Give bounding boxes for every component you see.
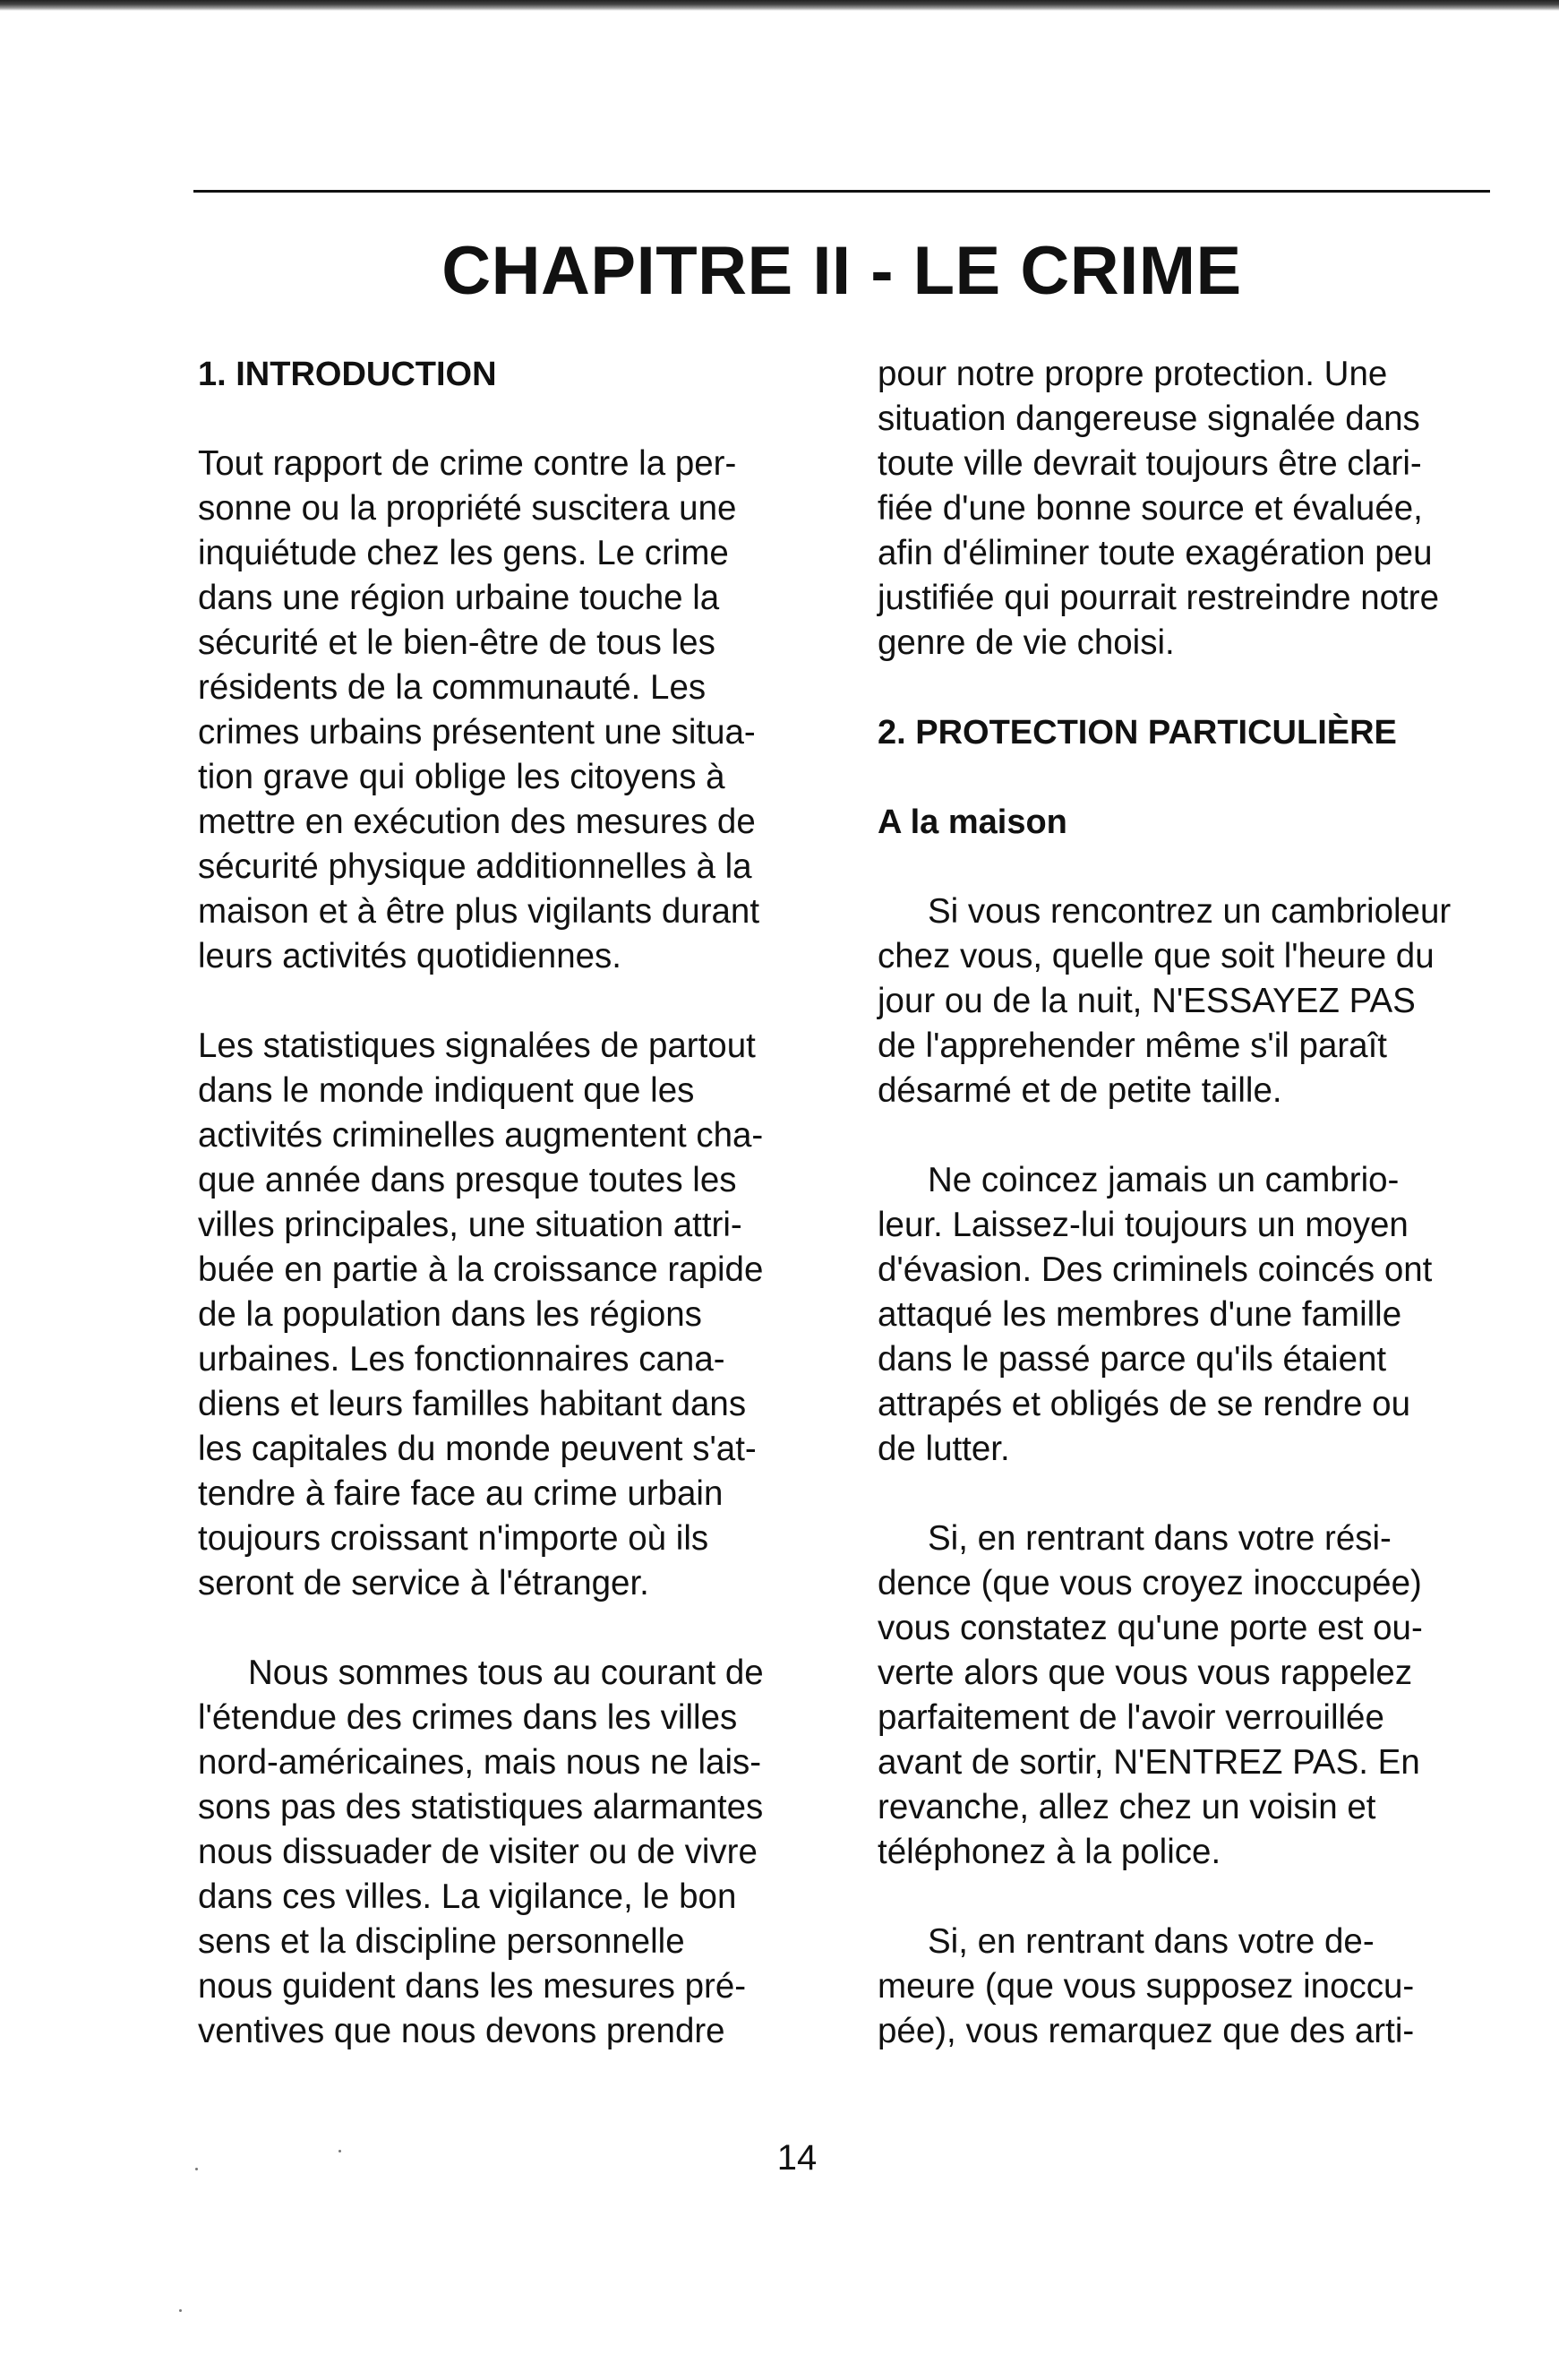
right-column-text-line: revanche, allez chez un voisin et [878, 1788, 1376, 1826]
left-column-text-line: l'étendue des crimes dans les villes [198, 1698, 738, 1737]
left-column-text-line: que année dans presque toutes les [198, 1161, 737, 1199]
left-column-text-line: villes principales, une situation attri- [198, 1206, 742, 1244]
right-column-text-line: fiée d'une bonne source et évaluée, [878, 489, 1423, 528]
right-column-text-line: pour notre propre protection. Une [878, 355, 1388, 393]
right-column-text-line: dans le passé parce qu'ils étaient [878, 1340, 1387, 1379]
section-heading: A la maison [878, 803, 1067, 841]
paragraph-gap [198, 979, 825, 1024]
right-column-text-line: genre de vie choisi. [878, 623, 1175, 662]
right-column [878, 352, 1504, 2054]
right-column-text-line: meure (que vous supposez inoccu- [878, 1967, 1415, 2006]
paragraph-gap [198, 397, 825, 442]
right-column-text-line: Si, en rentrant dans votre de- [928, 1922, 1375, 1961]
right-column-text-line: téléphonez à la police. [878, 1833, 1221, 1871]
scan-edge-artifact [0, 0, 1559, 11]
right-column-text-line: dence (que vous croyez inoccupée) [878, 1564, 1422, 1602]
left-column-text-line: sécurité physique additionnelles à la [198, 847, 752, 886]
left-column-text-line: sens et la discipline personnelle [198, 1922, 685, 1961]
right-column-text-line: avant de sortir, N'ENTREZ PAS. En [878, 1743, 1420, 1782]
left-column-text-line: diens et leurs familles habitant dans [198, 1385, 747, 1423]
scan-speck [195, 2168, 198, 2170]
left-column-text-line: sécurité et le bien-être de tous les [198, 623, 715, 662]
left-column-text-line: mettre en exécution des mesures de [198, 803, 756, 841]
right-column-text-line: leur. Laissez-lui toujours un moyen [878, 1206, 1409, 1244]
left-column-text-line: tion grave qui oblige les citoyens à [198, 758, 725, 796]
chapter-title: CHAPITRE II - LE CRIME [441, 233, 1242, 309]
right-column-text-line: attrapés et obligés de se rendre ou [878, 1385, 1411, 1423]
left-column-text-line: urbaines. Les fonctionnaires cana- [198, 1340, 725, 1379]
right-column-text-line: verte alors que vous vous rappelez [878, 1654, 1413, 1692]
left-column-text-line: Tout rapport de crime contre la per- [198, 444, 737, 483]
left-column-text-line: ventives que nous devons prendre [198, 2012, 725, 2050]
page-number: 14 [776, 2138, 818, 2178]
right-column-text-line: situation dangereuse signalée dans [878, 400, 1420, 438]
right-column-text-line: justifiée qui pourrait restreindre notre [878, 579, 1440, 617]
left-column-text-line: nous dissuader de visiter ou de vivre [198, 1833, 758, 1871]
scan-speck [179, 2309, 182, 2312]
right-column-text-line: chez vous, quelle que soit l'heure du [878, 937, 1435, 975]
right-column-text-line: parfaitement de l'avoir verrouillée [878, 1698, 1384, 1737]
left-column-text-line: tendre à faire face au crime urbain [198, 1474, 724, 1513]
header-rule [193, 190, 1490, 193]
paragraph-gap [878, 755, 1504, 800]
left-column-text-line: les capitales du monde peuvent s'at- [198, 1430, 757, 1468]
left-column-text-line: inquiétude chez les gens. Le crime [198, 534, 729, 572]
right-column-text-line: Si vous rencontrez un cambrioleur [928, 892, 1452, 931]
right-column-text-line: Ne coincez jamais un cambrio- [928, 1161, 1400, 1199]
section-heading: 2. PROTECTION PARTICULIÈRE [878, 714, 1397, 752]
left-column-text-line: dans le monde indiquent que les [198, 1071, 695, 1110]
section-heading: 1. INTRODUCTION [198, 356, 497, 393]
paragraph-gap [198, 1606, 825, 1651]
left-column-text-line: dans une région urbaine touche la [198, 579, 720, 617]
right-column-text-line: toute ville devrait toujours être clari- [878, 444, 1422, 483]
left-column-text-line: Les statistiques signalées de partout [198, 1027, 756, 1065]
left-column-text-line: de la population dans les régions [198, 1295, 702, 1334]
left-column-text-line: nous guident dans les mesures pré- [198, 1967, 747, 2006]
left-column-text-line: seront de service à l'étranger. [198, 1564, 649, 1602]
left-column-text-line: crimes urbains présentent une situa- [198, 713, 756, 752]
left-column-text-line: maison et à être plus vigilants durant [198, 892, 760, 931]
right-column-text-line: de l'apprehender même s'il paraît [878, 1027, 1387, 1065]
right-column-text-line: vous constatez qu'une porte est ou- [878, 1609, 1423, 1647]
paragraph-gap [878, 666, 1504, 710]
paragraph-gap [878, 1472, 1504, 1516]
right-column-text-line: de lutter. [878, 1430, 1010, 1468]
left-column-text-line: toujours croissant n'importe où ils [198, 1519, 709, 1558]
left-column-text-line: dans ces villes. La vigilance, le bon [198, 1877, 737, 1916]
left-column-text-line: activités criminelles augmentent cha- [198, 1116, 764, 1155]
right-column-text-line: d'évasion. Des criminels coincés ont [878, 1250, 1433, 1289]
left-column [198, 352, 825, 2054]
right-column-text-line: afin d'éliminer toute exagération peu [878, 534, 1433, 572]
paragraph-gap [878, 1113, 1504, 1158]
left-column-text-line: sonne ou la propriété suscitera une [198, 489, 737, 528]
left-column-text-line: buée en partie à la croissance rapide [198, 1250, 764, 1289]
left-column-text-line: nord-américaines, mais nous ne lais- [198, 1743, 762, 1782]
paragraph-gap [878, 845, 1504, 889]
right-column-text-line: jour ou de la nuit, N'ESSAYEZ PAS [878, 982, 1416, 1020]
left-column-text-line: leurs activités quotidiennes. [198, 937, 621, 975]
right-column-text-line: attaqué les membres d'une famille [878, 1295, 1402, 1334]
left-column-text-line: Nous sommes tous au courant de [248, 1654, 764, 1692]
right-column-text-line: Si, en rentrant dans votre rési- [928, 1519, 1392, 1558]
right-column-text-line: pée), vous remarquez que des arti- [878, 2012, 1415, 2050]
left-column-text-line: résidents de la communauté. Les [198, 668, 707, 707]
paragraph-gap [878, 1875, 1504, 1920]
right-column-text-line: désarmé et de petite taille. [878, 1071, 1282, 1110]
left-column-text-line: sons pas des statistiques alarmantes [198, 1788, 764, 1826]
scan-speck [338, 2150, 341, 2152]
